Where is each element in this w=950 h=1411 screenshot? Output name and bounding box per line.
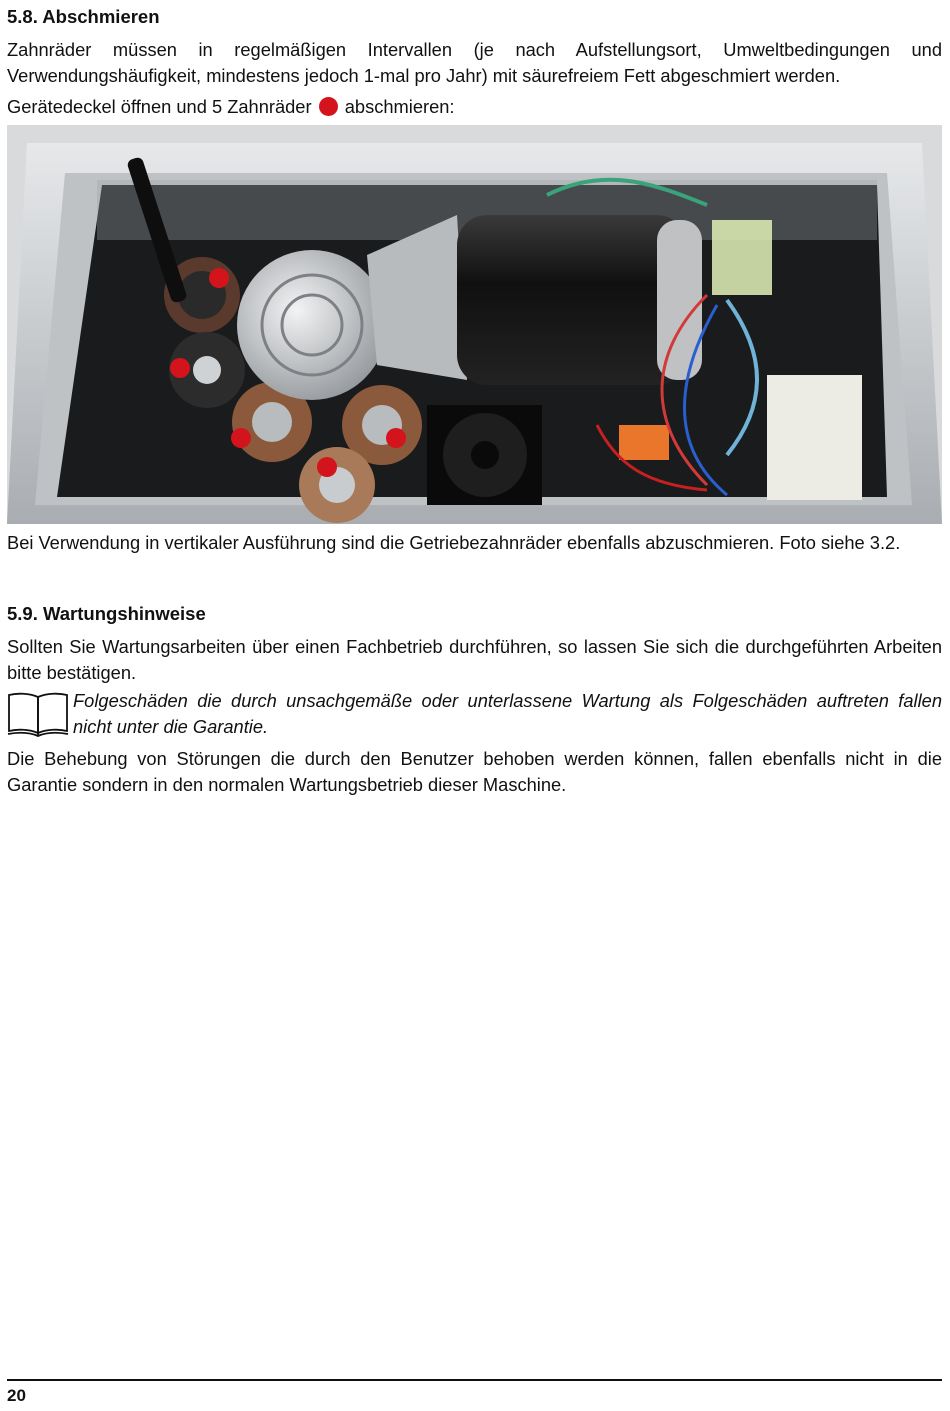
paragraph-troubleshooting: Die Behebung von Störungen die durch den Benutzer behoben werden können, fallen ebenfalls nicht in die Garantie sondern in den normalen Wartungsbetrieb dieser Maschine. [7, 748, 942, 795]
instruction-text-before: Gerätedeckel öffnen und 5 Zahnräder [7, 96, 312, 117]
paragraph-instruction [7, 94, 942, 120]
red-dot-icon [319, 97, 338, 116]
note-text: Folgeschäden die durch unsachgemäße oder unterlassene Wartung als Folgeschäden auftreten fallen nicht unter die Garantie. [73, 690, 942, 737]
page-number: 20 [7, 1386, 26, 1405]
instruction-text-after: abschmieren: [344, 96, 455, 117]
section-heading-wartungshinweise: 5.9. Wartungshinweise [7, 603, 206, 624]
book-icon [7, 691, 69, 737]
paragraph-confirmation: Sollten Sie Wartungsarbeiten über einen Fachbetrieb durchführen, so lassen Sie sich die durchgeführten Arbeiten bitte bestätigen. [7, 636, 942, 683]
paragraph-vertical: Bei Verwendung in vertikaler Ausführung sind die Getriebezahnräder ebenfalls abzuschmieren. Foto siehe 3.2. [7, 532, 901, 553]
machine-interior-photo [7, 125, 942, 524]
section-heading-abschmieren: 5.8. Abschmieren [7, 6, 160, 27]
footer-divider [7, 1379, 942, 1381]
paragraph-intervals: Zahnräder müssen in regelmäßigen Intervallen (je nach Aufstellungsort, Umweltbedingungen und Verwendungshäufigkeit, mindestens jedoch 1-mal pro Jahr) mit säurefreiem Fett abgeschmiert werden. [7, 39, 942, 86]
